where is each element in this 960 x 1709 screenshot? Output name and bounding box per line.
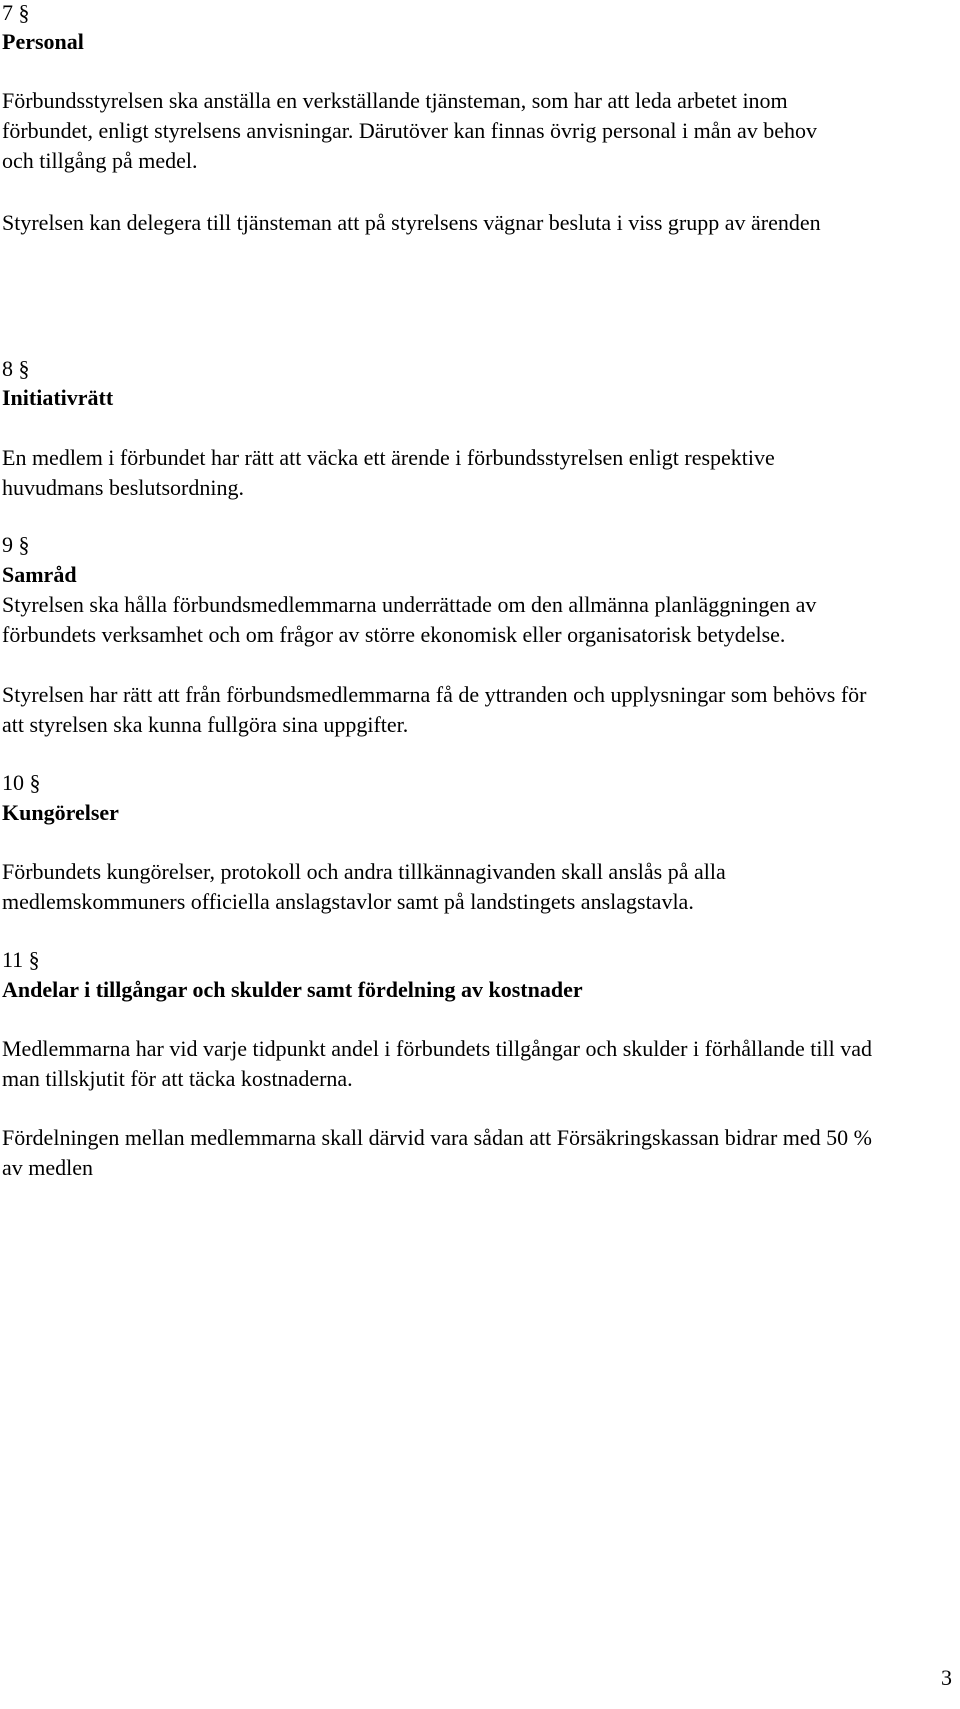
section-paragraph: Förbundsstyrelsen ska anställa en verkställande tjänsteman, som har att leda arbetet inom förbundet, enligt styrelsens anvisningar. Därutöver kan finnas övrig personal i mån av behov och tillgång på medel. [2, 88, 818, 173]
section-title: Samråd [2, 562, 77, 587]
section-paragraph: Styrelsen kan delegera till tjänsteman att på styrelsens vägnar besluta i viss grupp av ärenden [2, 210, 821, 235]
section-paragraph: Fördelningen mellan medlemmarna skall därvid vara sådan att Försäkringskassan bidrar med 50 % av medlen [2, 1125, 872, 1180]
section-title: Andelar i tillgångar och skulder samt fördelning av kostnader [2, 977, 583, 1002]
section-title: Initiativrätt [2, 385, 114, 410]
section-paragraph: Medlemmarna har vid varje tidpunkt andel i förbundets tillgångar och skulder i förhållande till vad man tillskjutit för att täcka kostnaderna. [2, 1036, 872, 1091]
section-title: Kungörelser [2, 800, 119, 825]
section-paragraph: Styrelsen ska hålla förbundsmedlemmarna underrättade om den allmänna planläggningen av förbundets verksamhet och om frågor av större ekonomisk eller organisatorisk betydelse. [2, 592, 817, 647]
section-number: 11 § [2, 947, 40, 972]
section-number: 7 § [2, 0, 30, 25]
section-number: 8 § [2, 356, 30, 381]
section-paragraph: En medlem i förbundet har rätt att väcka ett ärende i förbundsstyrelsen enligt respektive huvudmans beslutsordning. [2, 445, 775, 500]
section-paragraph: Styrelsen har rätt att från förbundsmedlemmarna få de yttranden och upplysningar som behövs för att styrelsen ska kunna fullgöra sina uppgifter. [2, 682, 867, 737]
section-paragraph: Förbundets kungörelser, protokoll och andra tillkännagivanden skall anslås på alla medlemskommuners officiella anslagstavlor samt på landstingets anslagstavla. [2, 859, 726, 914]
section-number: 9 § [2, 532, 30, 557]
section-number: 10 § [2, 770, 41, 795]
section-title: Personal [2, 29, 84, 54]
page-number: 3 [941, 1665, 952, 1690]
